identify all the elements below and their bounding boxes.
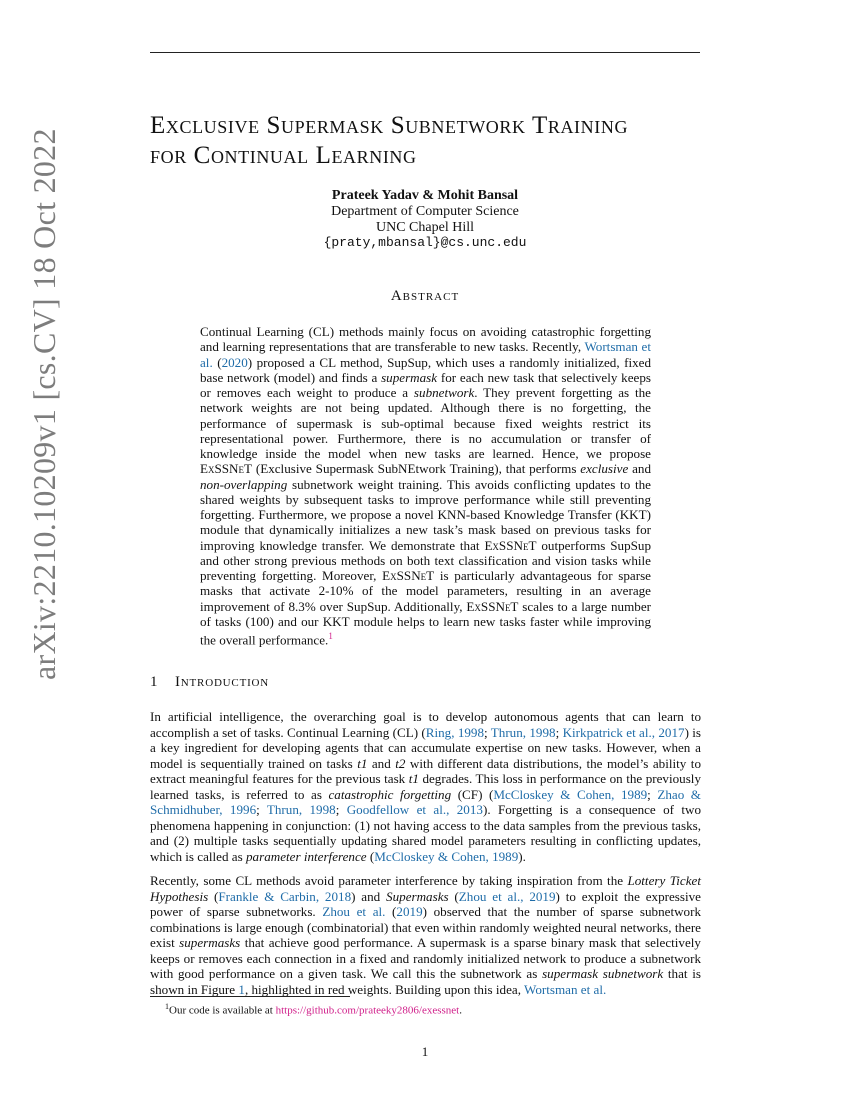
arxiv-identifier[interactable]: arXiv:2210.10209v1 [cs.CV] 18 Oct 2022 (26, 128, 62, 680)
citation[interactable]: Zhao & Schmidhuber, 1996 (150, 786, 701, 818)
citation[interactable]: Wortsman et al. (524, 981, 607, 997)
footnote-number: 1 (165, 1002, 169, 1011)
intro-paragraph-2: Recently, some CL methods avoid parameter interference by taking inspiration from the Lottery Ticket Hypothesis (Frankle & Carbin, 2018) and Supermasks (Zhou et al., 2019) to exploit the expressive power of sparse subnetworks. Zhou et al. (2019) observed that the number of sparse subnetwork combinations is large enough (combinatorial) that even within randomly weighted neural networks, there exist supermasks that achieve good performance. A supermask is a sparse binary mask that selectively keeps or removes each connection in a fixed and randomly initialized network to produce a subnetwork with good performance on a given task. We call this the subnetwork as supermask subnetwork that is shown in Figure 1, highlighted in red weights. Building upon this idea, Wortsman et al. (150, 873, 701, 997)
citation[interactable]: Goodfellow et al., 2013 (346, 802, 483, 818)
abstract-heading: Abstract (390, 288, 460, 304)
top-rule (150, 52, 700, 53)
citation[interactable]: Zhou et al., 2019 (458, 888, 556, 904)
abstract-text: Continual Learning (CL) methods mainly focus on avoiding catastrophic forgetting and learning representations that are transferable to new tasks. Recently, Wortsman et al. (2020) proposed a CL method, SupSup, which uses a randomly initialized, fixed base network (model) and finds a supermask for each new task that selectively keeps or removes each weight to produce a subnetwork. They prevent forgetting as the network weights are not being updated. Although there is no forgetting, the performance of supermask is sub-optimal because fixed weights restrict its representational power. Furthermore, there is no accumulation or transfer of knowledge inside the model when new tasks are learned. Hence, we propose ExSSNeT (Exclusive Supermask SubNEtwork Training), that performs exclusive and non-overlapping subnetwork weight training. This avoids conflicting updates to the shared weights by subsequent tasks to improve performance while still preventing forgetting. Furthermore, we propose a novel KNN-based Knowledge Transfer (KKT) module that dynamically initializes a new task’s mask based on previous tasks for improving knowledge transfer. We demonstrate that ExSSNeT outperforms SupSup and other strong previous methods on both text classification and vision tasks while preventing forgetting. Moreover, ExSSNeT is particularly advantageous for sparse masks that activate 2-10% of the model parameters, resulting in an average improvement of 8.3% over SupSup. Additionally, ExSSNeT scales to a large number of tasks (100) and our KKT module helps to learn new tasks faster while improving the overall performance.$^1$ (200, 324, 652, 648)
citation[interactable]: Thrun, 1998 (266, 802, 336, 818)
title-line-1: Exclusive Supermask Subnetwork Training (150, 112, 629, 139)
citation[interactable]: Kirkpatrick et al., 2017 (562, 724, 685, 740)
citation[interactable]: McCloskey & Cohen, 1989 (374, 848, 519, 864)
author-department: Department of Computer Science (331, 204, 519, 219)
method-name: ExSSNeT (466, 598, 519, 614)
citation-year[interactable]: 2020 (221, 354, 248, 370)
intro-paragraph-1: In artificial intelligence, the overarching goal is to develop autonomous agents that can learn to accomplish a set of tasks. Continual Learning (CL) (Ring, 1998; Thrun, 1998; Kirkpatrick et al., 2017) is a key ingredient for developing agents that can accumulate expertise on new tasks. However, when a model is sequentially trained on tasks t1 and t2 with different data distributions, the model’s ability to extract meaningful features for the previous task t1 degrades. This loss in performance on the previously learned tasks, is referred to as catastrophic forgetting (CF) (McCloskey & Cohen, 1989; Zhao & Schmidhuber, 1996; Thrun, 1998; Goodfellow et al., 2013). Forgetting is a consequence of two phenomena happening in conjunction: (1) not having access to the data samples from the previous tasks, and (2) multiple tasks sequentially updating shared model parameters resulting in conflicting updates, which is called as parameter interference (McCloskey & Cohen, 1989). (150, 709, 701, 864)
footnote-rule (150, 996, 350, 997)
citation[interactable]: Frankle & Carbin, 2018 (218, 888, 352, 904)
code-link[interactable]: https://github.com/prateeky2806/exessnet (275, 1004, 460, 1017)
section-heading (150, 674, 269, 691)
paper-title (150, 111, 710, 171)
author-email[interactable]: {praty,mbansal}@cs.unc.edu (323, 235, 527, 250)
citation[interactable]: McCloskey & Cohen, 1989 (493, 786, 648, 802)
citation[interactable]: Ring, 1998 (425, 724, 485, 740)
citation-wortsman[interactable]: Wortsman et al. (200, 339, 651, 370)
footnote: $^1$Our code is available at https://github.com/prateeky2806/exessnet. (165, 1002, 462, 1017)
citation[interactable]: Thrun, 1998 (490, 724, 556, 740)
section-title: Introduction (175, 674, 270, 690)
citation[interactable]: 2019 (396, 904, 423, 920)
page-number: 1 (421, 1044, 429, 1059)
title-line-2: for Continual Learning (150, 142, 417, 169)
citation[interactable]: Zhou et al. (322, 904, 386, 920)
figure-reference[interactable]: 1 (238, 981, 245, 997)
section-number: 1 (150, 674, 159, 690)
method-name: ExSSNeT (200, 461, 253, 477)
method-name: ExSSNeT (484, 537, 537, 553)
author-names: Prateek Yadav & Mohit Bansal (331, 188, 519, 203)
author-university: UNC Chapel Hill (376, 220, 474, 235)
footnote-marker[interactable]: 1 (328, 631, 333, 641)
method-name: ExSSNeT (382, 568, 435, 583)
